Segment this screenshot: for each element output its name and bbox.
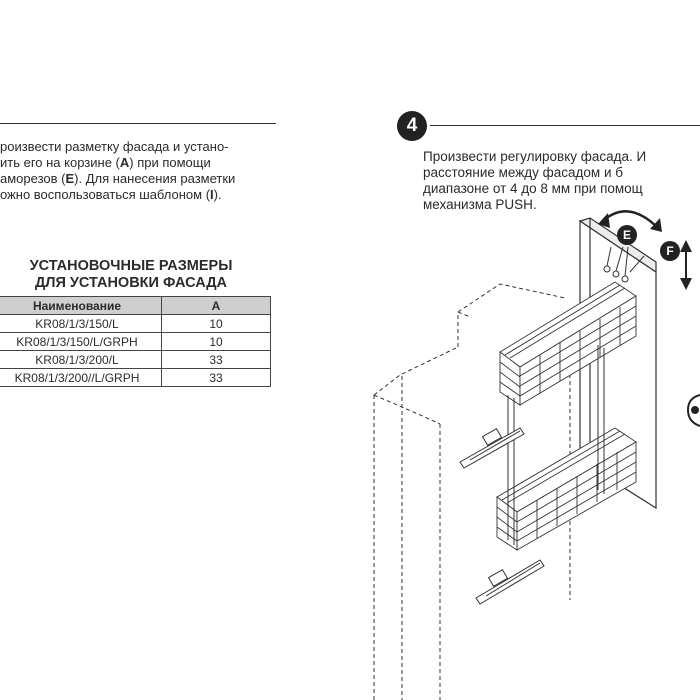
lower-runner [476, 560, 544, 604]
lower-basket [497, 428, 636, 550]
left-para-line-1: роизвести разметку фасада и устано- [0, 139, 229, 154]
step-number-badge: 4 [397, 111, 427, 141]
right-para-line-2: расстояние между фасадом и б [423, 165, 623, 180]
left-para-line-2b: ) при помощи [129, 155, 211, 170]
cell-name: KR08/1/3/150/L [0, 315, 162, 333]
left-para-line-4a: ожно воспользоваться шаблоном ( [0, 187, 211, 202]
cell-value: 33 [162, 369, 271, 387]
right-para-line-3: диапазоне от 4 до 8 мм при помощ [423, 181, 643, 196]
marker-i: I [210, 187, 214, 202]
callout-f: F [660, 241, 680, 261]
left-para-line-4b: ). [213, 187, 222, 202]
left-para-line-3a: аморезов ( [0, 171, 66, 186]
right-para-line-4: механизма PUSH. [423, 197, 537, 212]
cell-name: KR08/1/3/200//L/GRPH [0, 369, 162, 387]
cell-value: 10 [162, 315, 271, 333]
callout-e: E [617, 225, 637, 245]
vertical-arrow-icon [680, 240, 692, 290]
left-para-line-2a: ить его на корзине ( [0, 155, 120, 170]
header-name: Наименование [0, 297, 162, 315]
header-a: A [162, 297, 271, 315]
left-para-line-3b: ). Для нанесения разметки [74, 171, 236, 186]
table-title-line-2: ДЛЯ УСТАНОВКИ ФАСАДА [34, 275, 228, 291]
marker-a: A [119, 155, 130, 170]
cabinet-panel-front [374, 347, 458, 700]
marker-e: E [65, 171, 75, 186]
partial-tool-icon [688, 395, 700, 426]
table-title-line-1: УСТАНОВОЧНЫЕ РАЗМЕРЫ [29, 258, 233, 274]
cell-value: 33 [162, 351, 271, 369]
right-para-line-1: Произвести регулировку фасада. И [423, 149, 647, 164]
cell-value: 10 [162, 333, 271, 351]
cell-name: KR08/1/3/200/L [0, 351, 162, 369]
cell-name: KR08/1/3/150/L/GRPH [0, 333, 162, 351]
